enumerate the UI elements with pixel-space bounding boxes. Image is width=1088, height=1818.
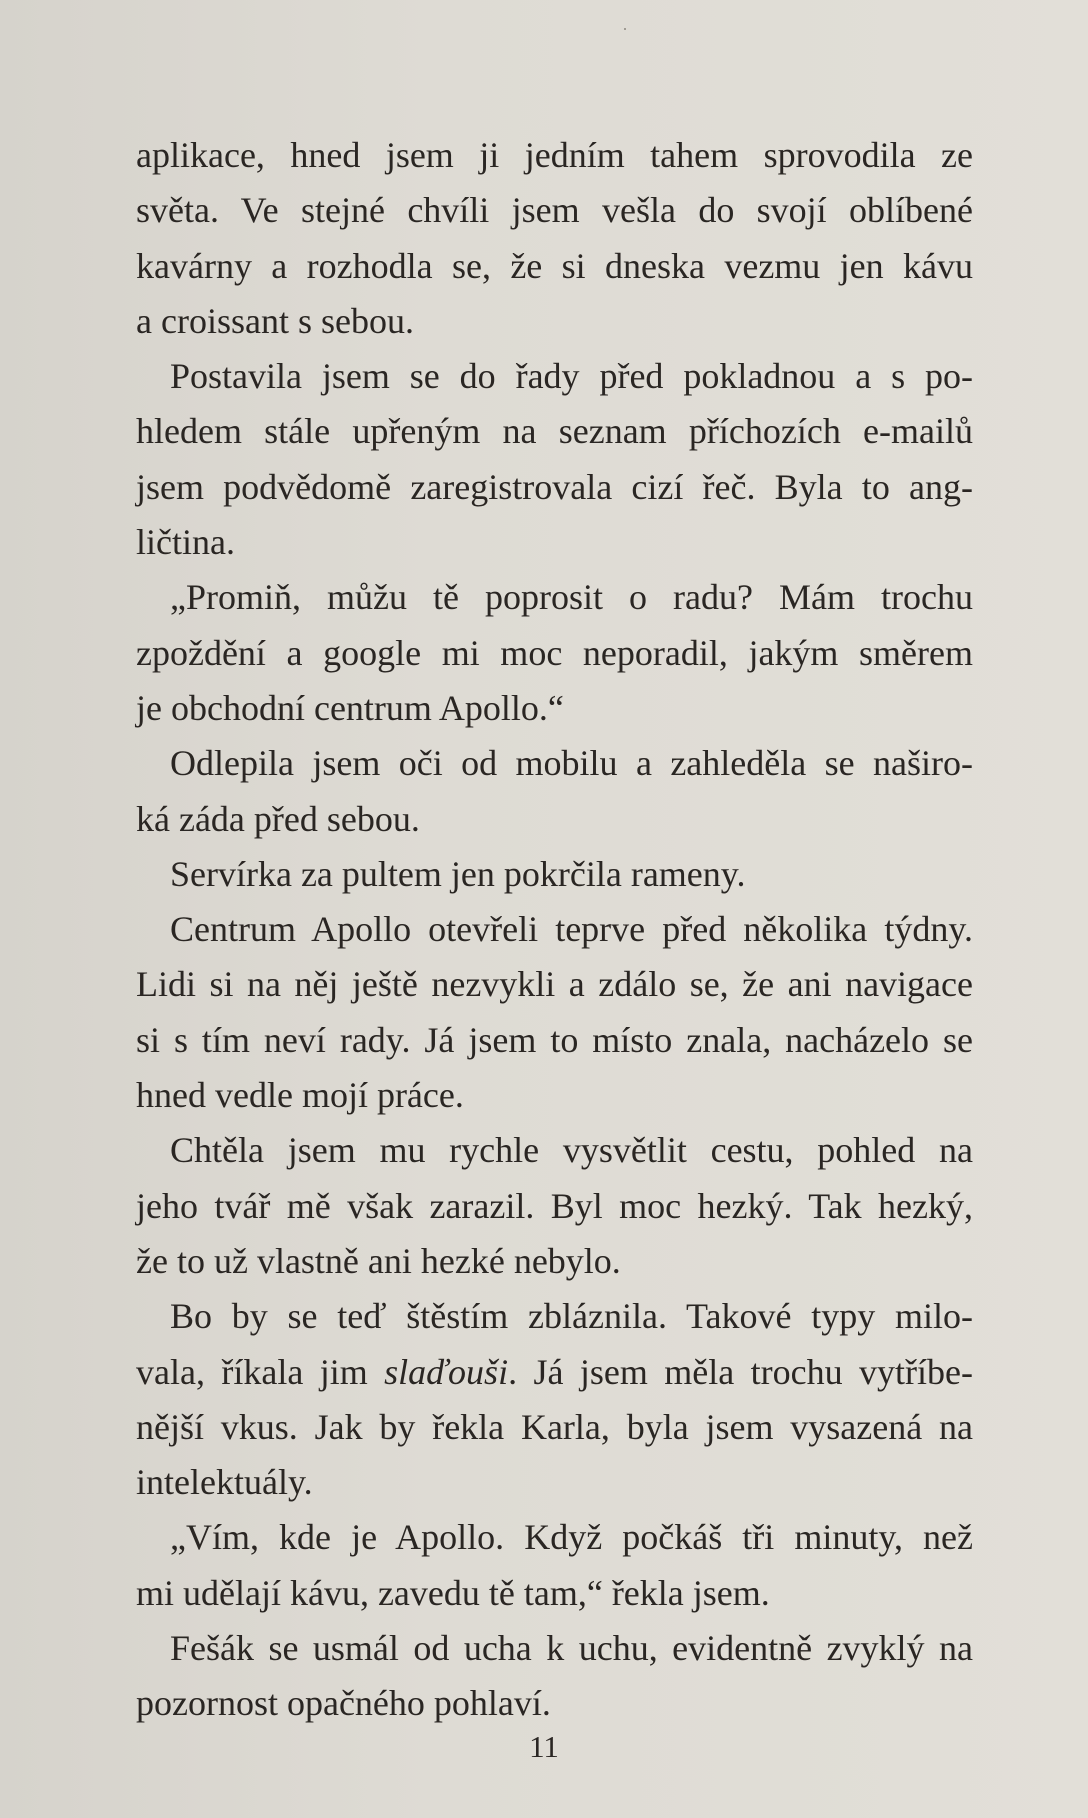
text-line <box>136 239 973 294</box>
text-line <box>136 1123 973 1178</box>
text-line <box>136 460 973 515</box>
text-line <box>136 1510 973 1565</box>
text-line <box>136 1289 973 1344</box>
page-number: 11 <box>529 1729 559 1764</box>
text-line-content: zpoždění a google mi moc neporadil, jakým směrem <box>136 632 973 673</box>
text-line-content: Postavila jsem se do řady před pokladnou a s po- <box>170 356 973 397</box>
paper-speck <box>624 28 626 30</box>
text-line <box>136 957 973 1012</box>
text-line-content: intelektuály. <box>136 1462 313 1503</box>
text-line <box>136 404 973 459</box>
text-line-content: Centrum Apollo otevřeli teprve před několika týdny. <box>170 909 973 950</box>
text-line <box>136 128 973 183</box>
text-line <box>136 294 973 349</box>
text-line-content: že to už vlastně ani hezké nebylo. <box>136 1240 621 1281</box>
text-line <box>136 1566 973 1621</box>
text-line <box>136 792 973 847</box>
text-line <box>136 681 973 736</box>
text-line-content: mi udělají kávu, zavedu tě tam,“ řekla jsem. <box>136 1572 770 1613</box>
text-line <box>136 570 973 625</box>
text-line <box>136 1455 973 1510</box>
text-line-content: ličtina. <box>136 522 235 563</box>
text-line <box>136 847 973 902</box>
text-line-content: aplikace, hned jsem ji jedním tahem sprovodila ze <box>136 135 973 175</box>
text-line-content: je obchodní centrum Apollo.“ <box>136 687 564 728</box>
text-line-content: jsem podvědomě zaregistrovala cizí řeč. Byla to ang- <box>136 466 973 507</box>
text-line <box>136 1345 973 1400</box>
text-line-content: jeho tvář mě však zarazil. Byl moc hezký. Tak hezký, <box>136 1185 973 1226</box>
text-line-content: si s tím neví rady. Já jsem to místo znala, nacházelo se <box>136 1019 973 1060</box>
text-line-content: vala, říkala jim <box>136 1351 385 1392</box>
text-line-content: hned vedle mojí práce. <box>136 1075 464 1116</box>
text-line-content: Bo by se teď štěstím zbláznila. Takové typy milo- <box>170 1296 973 1337</box>
text-line <box>136 1013 973 1068</box>
text-line-content: světa. Ve stejné chvíli jsem vešla do svojí oblíbené <box>136 190 973 231</box>
text-line <box>136 1234 973 1289</box>
text-line <box>136 183 973 238</box>
text-line-content: „Vím, kde je Apollo. Když počkáš tři minuty, než <box>170 1517 973 1558</box>
text-line-content: ká záda před sebou. <box>136 798 420 839</box>
text-line <box>136 1179 973 1234</box>
body-text <box>136 128 973 1732</box>
text-line-content: Chtěla jsem mu rychle vysvětlit cestu, pohled na <box>170 1130 973 1171</box>
text-line-content: Odlepila jsem oči od mobilu a zahleděla se naširo- <box>170 743 973 784</box>
text-line-content: hledem stále upřeným na seznam příchozích e-mailů <box>136 411 973 452</box>
text-line-continuation: . Já jsem měla trochu vytříbe- <box>508 1351 973 1392</box>
text-line-content: nější vkus. Jak by řekla Karla, byla jsem vysazená na <box>136 1406 973 1447</box>
text-line-content: a croissant s sebou. <box>136 300 414 341</box>
text-line-content: „Promiň, můžu tě poprosit o radu? Mám trochu <box>170 577 973 618</box>
text-line-content: kavárny a rozhodla se, že si dneska vezmu jen kávu <box>136 245 973 286</box>
text-line <box>136 626 973 681</box>
text-line <box>136 1400 973 1455</box>
text-line <box>136 349 973 404</box>
text-line <box>136 1621 973 1676</box>
text-line <box>136 736 973 791</box>
text-line <box>136 1676 973 1731</box>
text-line-content: Servírka za pultem jen pokrčila rameny. <box>170 853 746 894</box>
text-line-content: Lidi si na něj ještě nezvykli a zdálo se, že ani navigace <box>136 964 973 1005</box>
text-line <box>136 902 973 957</box>
text-line-content: pozornost opačného pohlaví. <box>136 1683 551 1724</box>
italic-word: slaďouši <box>384 1351 509 1392</box>
text-line <box>136 1068 973 1123</box>
text-line-content: Fešák se usmál od ucha k uchu, evidentně zvyklý na <box>170 1628 973 1669</box>
text-line <box>136 515 973 570</box>
